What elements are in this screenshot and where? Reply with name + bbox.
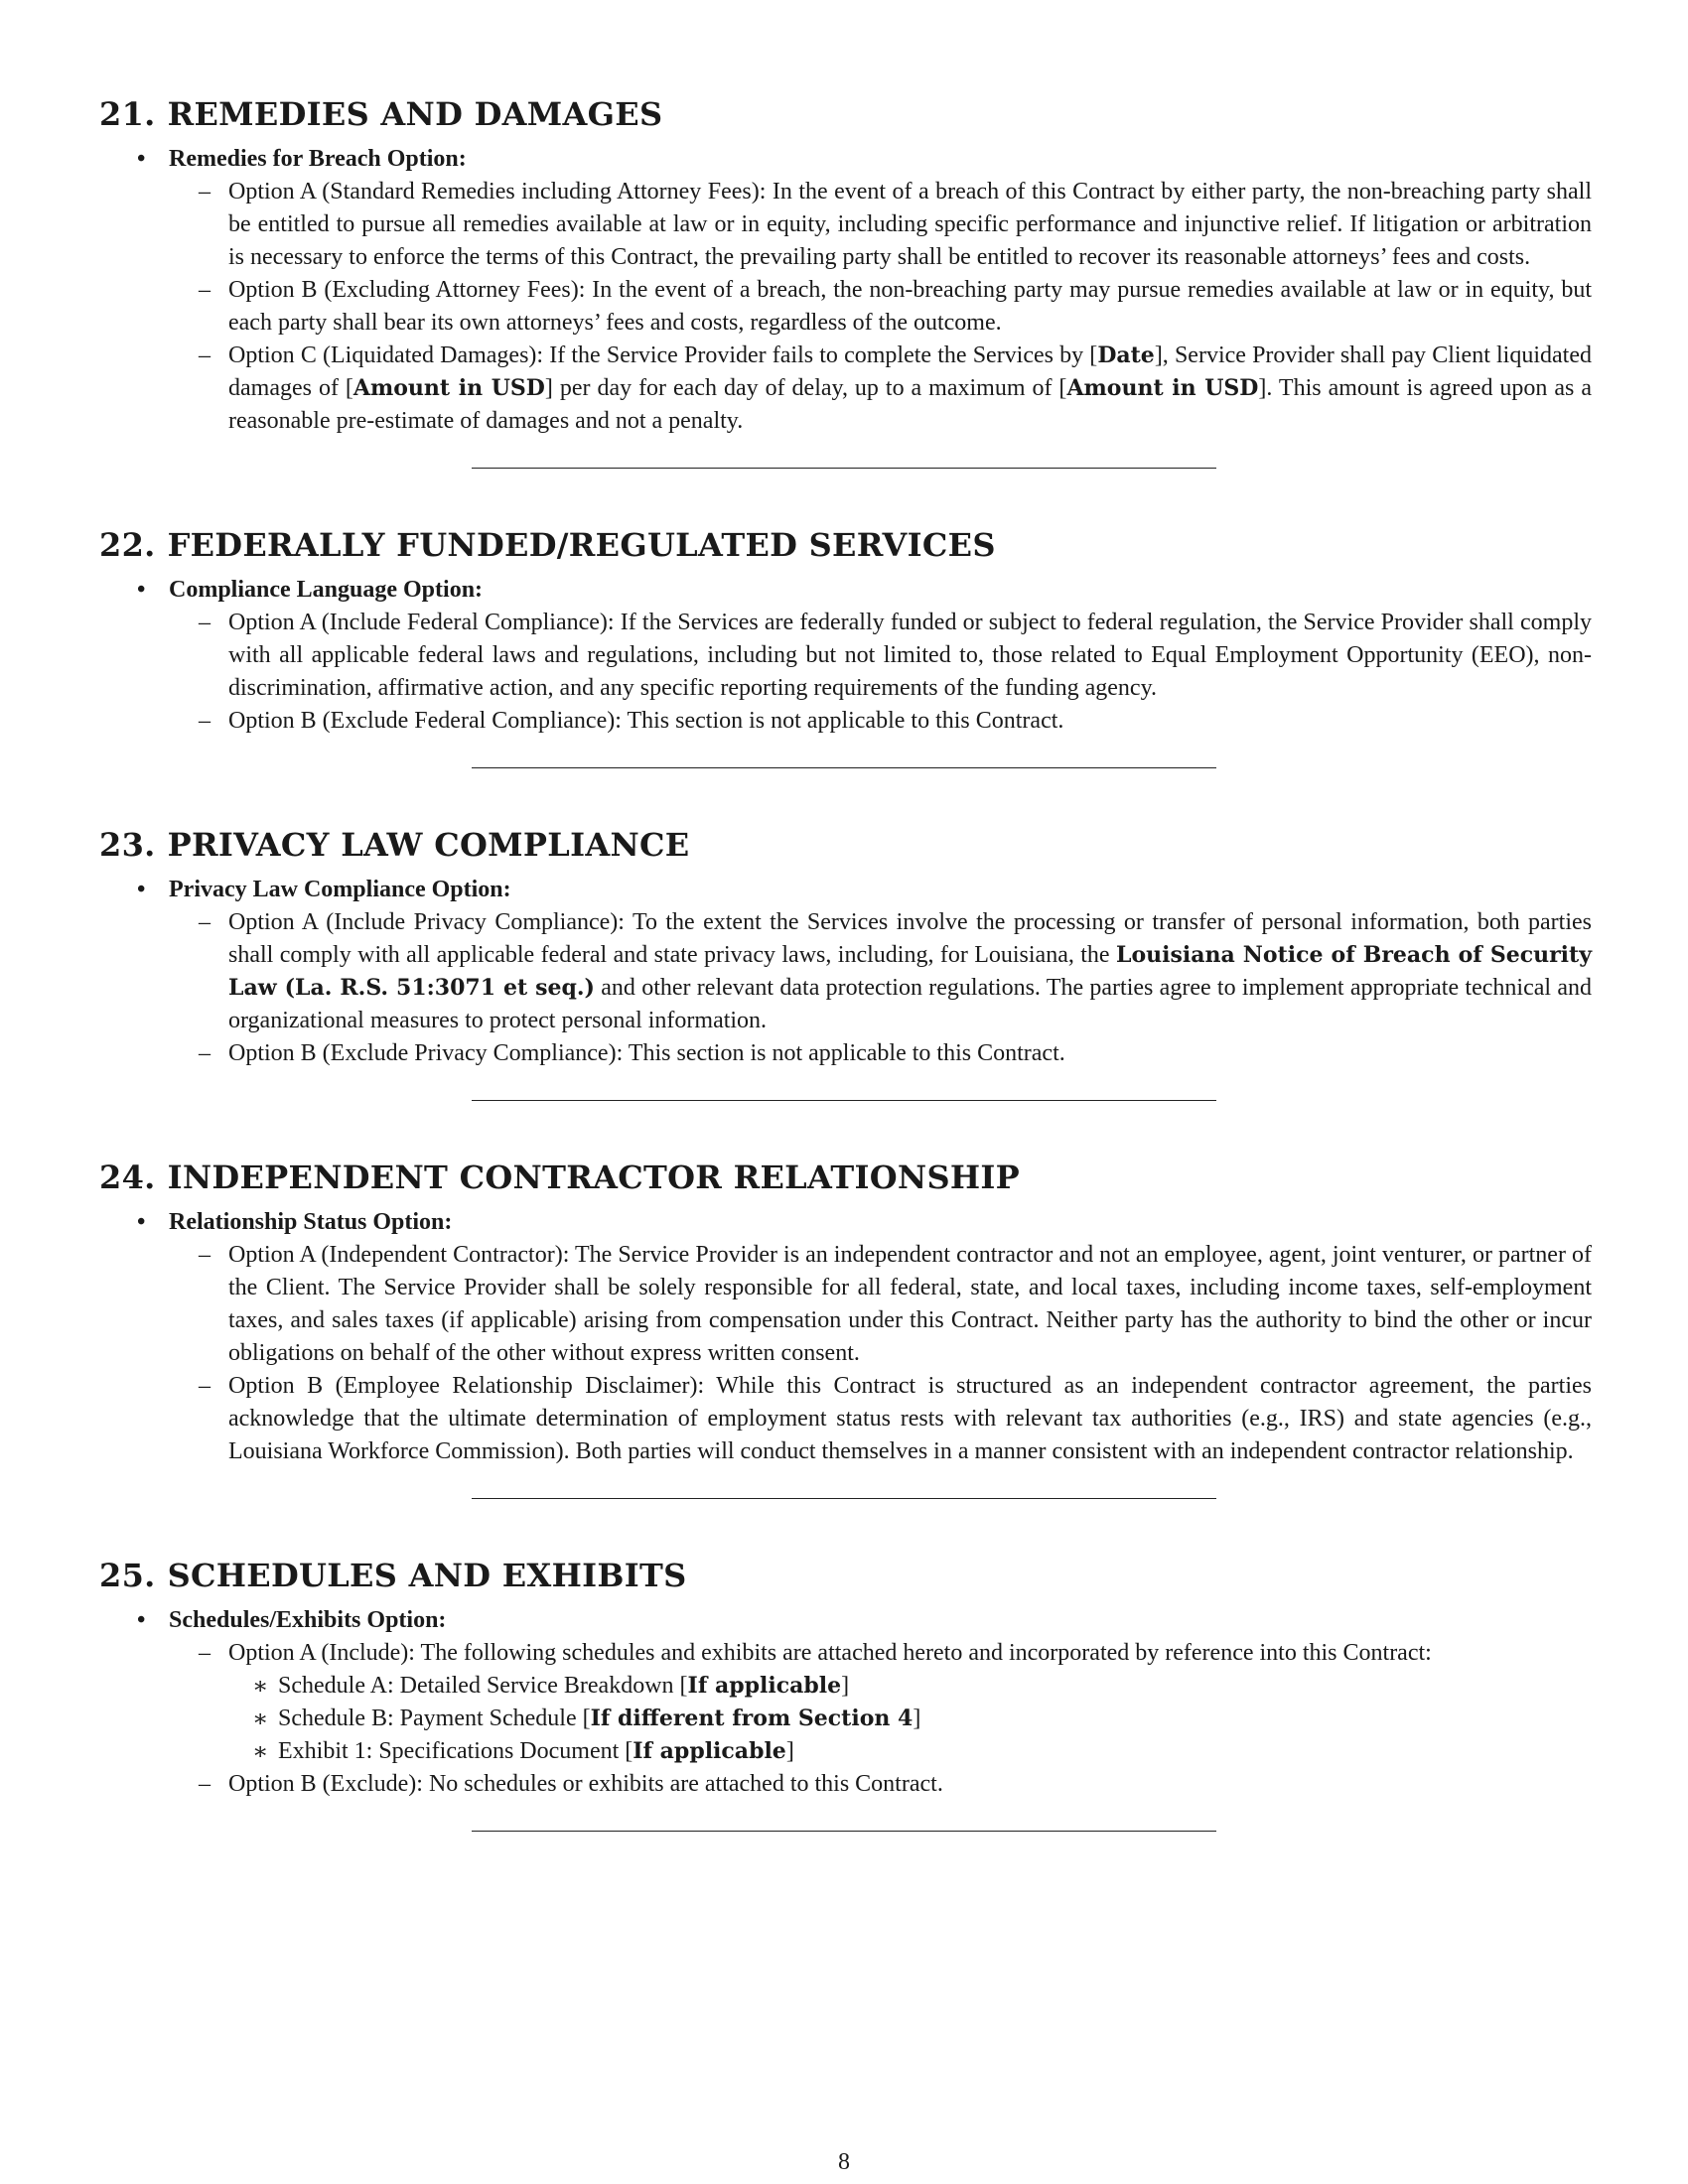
- option-a: – Option A (Independent Contractor): The Service Provider is an independent contractor and not an employee, agent, joint venturer, or partner of the Client. The Service Provider shall be solely responsible for all federal, state, and local taxes, including income taxes, self-employment taxes, and sales taxes (if applicable) arising from compensation under this Contract. Neither party has the authority to bind the other or incur obligations on behalf of the other without express written consent.: [99, 1239, 1592, 1370]
- section-number: 25.: [99, 1557, 156, 1594]
- section-title: INDEPENDENT CONTRACTOR RELATIONSHIP: [167, 1159, 1021, 1196]
- section-heading: [99, 87, 1592, 141]
- option-c: [99, 340, 1592, 438]
- schedule-item: [99, 1703, 1592, 1735]
- section-divider: [472, 468, 1216, 469]
- option-text: ], Service Provider shall pay Client liquidated damages of [: [228, 342, 1592, 401]
- option-text: and other relevant data protection regulations. The parties agree to implement appropriate technical and organizational measures to protect personal information.: [228, 975, 1592, 1033]
- placeholder-date: Date: [1097, 342, 1155, 368]
- option-text: Option C (Liquidated Damages): If the Service Provider fails to complete the Services by [: [228, 342, 1098, 368]
- option-a: [99, 906, 1592, 1037]
- section-21: [99, 87, 1592, 438]
- page-number: 8: [838, 2149, 850, 2175]
- section-heading: [99, 518, 1592, 572]
- section-number: 22.: [99, 526, 156, 564]
- option-group-label: • Compliance Language Option:: [99, 574, 1592, 607]
- section-title: REMEDIES AND DAMAGES: [167, 95, 663, 133]
- item-bracket: ]: [913, 1706, 921, 1731]
- option-a: – Option A (Include Federal Compliance): If the Services are federally funded or subject to federal regulation, the Service Provider shall comply with all applicable federal laws and regulations, including but not limited to, those related to Equal Employment Opportunity (EEO), non-discrimination, affirmative action, and any specific reporting requirements of the funding agency.: [99, 607, 1592, 705]
- section-title: SCHEDULES AND EXHIBITS: [167, 1557, 687, 1594]
- section-divider: [472, 1100, 1216, 1101]
- section-title: FEDERALLY FUNDED/REGULATED SERVICES: [167, 526, 996, 564]
- option-b: – Option B (Exclude): No schedules or exhibits are attached to this Contract.: [99, 1768, 1592, 1801]
- section-divider: [472, 1831, 1216, 1832]
- item-bracket: ]: [785, 1738, 794, 1764]
- section-23: [99, 818, 1592, 1070]
- option-group-label: • Relationship Status Option:: [99, 1206, 1592, 1239]
- section-25: [99, 1549, 1592, 1801]
- item-condition: If applicable: [687, 1673, 842, 1699]
- item-condition: If different from Section 4: [590, 1706, 914, 1731]
- exhibit-item: [99, 1735, 1592, 1768]
- item-condition: If applicable: [633, 1738, 786, 1764]
- section-divider: [472, 1498, 1216, 1499]
- option-a: – Option A (Standard Remedies including Attorney Fees): In the event of a breach of this Contract by either party, the non-breaching party shall be entitled to pursue all remedies available at law or in equity, including specific performance and injunctive relief. If litigation or arbitration is necessary to enforce the terms of this Contract, the prevailing party shall be entitled to recover its reasonable attorneys’ fees and costs.: [99, 176, 1592, 274]
- section-24: [99, 1151, 1592, 1468]
- section-divider: [472, 767, 1216, 768]
- placeholder-amount: Amount in USD: [1066, 375, 1259, 401]
- option-b: – Option B (Exclude Privacy Compliance): This section is not applicable to this Contract.: [99, 1037, 1592, 1070]
- option-b: – Option B (Exclude Federal Compliance): This section is not applicable to this Contract.: [99, 705, 1592, 738]
- placeholder-amount: Amount in USD: [352, 375, 545, 401]
- option-text: Option A (Include Privacy Compliance): To the extent the Services involve the processing or transfer of personal information, both parties shall comply with all applicable federal and state privacy laws, including, for Louisiana, the: [228, 909, 1592, 968]
- section-number: 21.: [99, 95, 156, 133]
- option-b: – Option B (Employee Relationship Disclaimer): While this Contract is structured as an independent contractor agreement, the parties acknowledge that the ultimate determination of employment status rests with relevant tax authorities (e.g., IRS) and state agencies (e.g., Louisiana Workforce Commission). Both parties will conduct themselves in a manner consistent with an independent contractor relationship.: [99, 1370, 1592, 1468]
- option-group-label: • Schedules/Exhibits Option:: [99, 1604, 1592, 1637]
- option-a: – Option A (Include): The following schedules and exhibits are attached hereto and incorporated by reference into this Contract:: [99, 1637, 1592, 1670]
- item-label: Exhibit 1: Specifications Document [: [278, 1738, 633, 1764]
- section-number: 23.: [99, 826, 156, 864]
- item-label: Schedule B: Payment Schedule [: [278, 1706, 591, 1731]
- option-group-label: • Privacy Law Compliance Option:: [99, 874, 1592, 906]
- section-22: [99, 518, 1592, 738]
- section-heading: [99, 1151, 1592, 1204]
- section-number: 24.: [99, 1159, 156, 1196]
- schedule-item: [99, 1670, 1592, 1703]
- law-citation: Louisiana Notice of Breach of Security Law (La. R.S. 51:3071 et seq.): [228, 942, 1592, 1001]
- section-heading: [99, 1549, 1592, 1602]
- document-page: [99, 87, 1592, 1832]
- section-heading: [99, 818, 1592, 872]
- option-b: – Option B (Excluding Attorney Fees): In the event of a breach, the non-breaching party may pursue remedies available at law or in equity, but each party shall bear its own attorneys’ fees and costs, regardless of the outcome.: [99, 274, 1592, 340]
- section-title: PRIVACY LAW COMPLIANCE: [167, 826, 690, 864]
- option-text: ]. This amount is agreed upon as a reasonable pre-estimate of damages and not a penalty.: [228, 375, 1593, 434]
- option-group-label: • Remedies for Breach Option:: [99, 143, 1592, 176]
- option-text: ] per day for each day of delay, up to a maximum of [: [544, 375, 1067, 401]
- item-bracket: ]: [841, 1673, 850, 1699]
- item-label: Schedule A: Detailed Service Breakdown [: [278, 1673, 688, 1699]
